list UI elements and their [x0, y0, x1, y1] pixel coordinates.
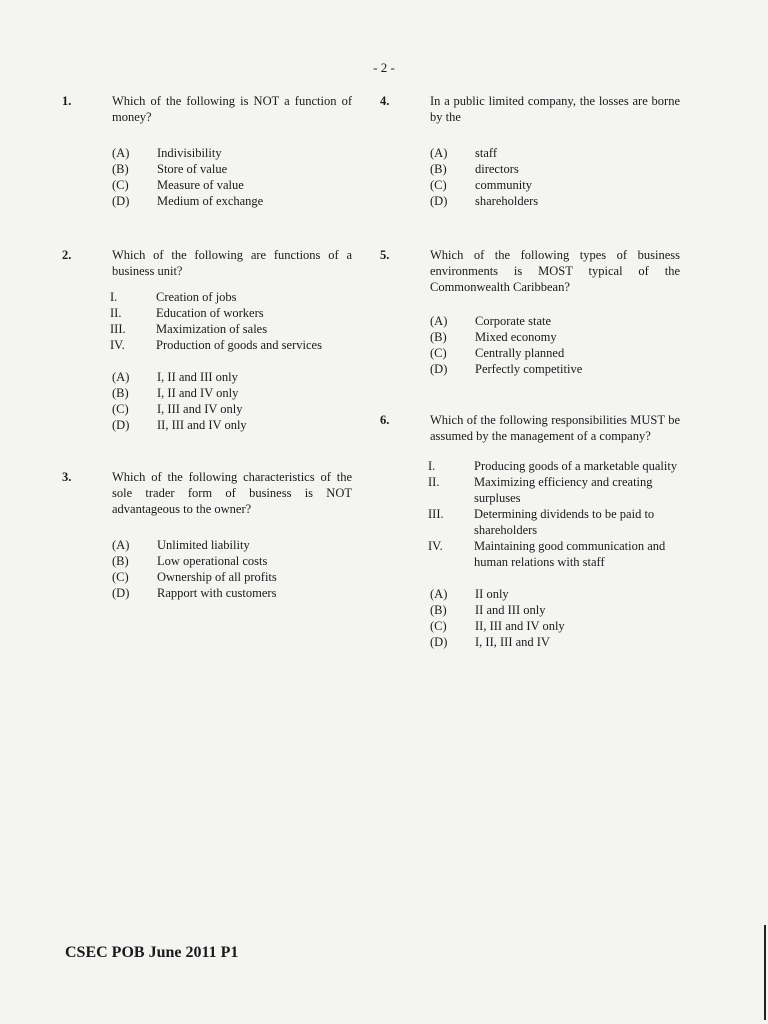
statements — [110, 289, 352, 353]
statement-numeral: II. — [110, 306, 122, 320]
statement — [428, 506, 680, 538]
page-number: - 2 - — [373, 60, 395, 75]
question-text: Which of the following are functions of a business unit? — [112, 248, 352, 278]
option-b — [112, 385, 352, 401]
option-c — [112, 569, 352, 585]
option-d — [430, 634, 680, 650]
option-text: II only — [475, 587, 509, 601]
option-text: Low operational costs — [157, 554, 268, 568]
option-text: Medium of exchange — [157, 194, 264, 208]
option-b — [430, 602, 680, 618]
options — [430, 313, 680, 377]
option-letter: (C) — [112, 178, 129, 192]
option-text: Corporate state — [475, 314, 552, 328]
option-text: II and III only — [475, 603, 546, 617]
option-letter: (D) — [112, 418, 130, 432]
option-letter: (A) — [430, 146, 448, 160]
question-2 — [62, 247, 352, 433]
option-letter: (D) — [112, 586, 130, 600]
question-text: Which of the following types of business environments is MOST typical of the Commonwealth Caribbean? — [430, 248, 680, 294]
options — [112, 369, 352, 433]
option-d — [112, 193, 352, 209]
statement — [428, 458, 680, 474]
option-d — [112, 417, 352, 433]
statement — [110, 321, 352, 337]
statement — [110, 289, 352, 305]
question-text: Which of the following is NOT a function of money? — [112, 94, 352, 124]
statement — [110, 337, 352, 353]
option-a — [430, 586, 680, 602]
option-b — [430, 329, 680, 345]
option-letter: (B) — [112, 386, 129, 400]
option-letter: (C) — [430, 178, 447, 192]
option-b — [430, 161, 680, 177]
option-text: community — [475, 178, 532, 192]
option-a — [430, 145, 680, 161]
option-text: I, II and III only — [157, 370, 238, 384]
option-d — [112, 585, 352, 601]
question-3 — [62, 469, 352, 601]
question-number: 1. — [62, 94, 72, 108]
question-number: 3. — [62, 470, 72, 484]
question-5 — [380, 247, 680, 377]
option-text: staff — [475, 146, 497, 160]
options — [430, 145, 680, 209]
option-letter: (D) — [112, 194, 130, 208]
option-letter: (C) — [112, 402, 129, 416]
option-letter: (A) — [112, 146, 130, 160]
statement-numeral: II. — [428, 475, 440, 489]
option-d — [430, 193, 680, 209]
statement-text: Producing goods of a marketable quality — [474, 459, 678, 473]
statement-text: Maximization of sales — [156, 322, 268, 336]
options — [112, 145, 352, 209]
option-text: Rapport with customers — [157, 586, 277, 600]
statement-text: Education of workers — [156, 306, 264, 320]
option-text: Unlimited liability — [157, 538, 250, 552]
option-d — [430, 361, 680, 377]
statement-numeral: III. — [110, 322, 126, 336]
question-6 — [380, 412, 680, 650]
option-text: Store of value — [157, 162, 228, 176]
option-text: Ownership of all profits — [157, 570, 277, 584]
option-a — [112, 145, 352, 161]
option-letter: (C) — [430, 346, 447, 360]
option-c — [430, 345, 680, 361]
option-a — [112, 537, 352, 553]
statement-numeral: IV. — [428, 539, 443, 553]
option-text: I, II, III and IV — [475, 635, 550, 649]
option-letter: (B) — [112, 162, 129, 176]
option-text: Measure of value — [157, 178, 244, 192]
option-letter: (A) — [430, 587, 448, 601]
option-text: Perfectly competitive — [475, 362, 583, 376]
option-text: II, III and IV only — [475, 619, 565, 633]
option-text: Centrally planned — [475, 346, 565, 360]
option-a — [112, 369, 352, 385]
scan-edge-line — [764, 925, 766, 1020]
options — [430, 586, 680, 650]
option-text: I, III and IV only — [157, 402, 243, 416]
option-letter: (B) — [430, 162, 447, 176]
question-4 — [380, 93, 680, 209]
option-c — [430, 177, 680, 193]
option-letter: (B) — [430, 603, 447, 617]
option-text: directors — [475, 162, 519, 176]
question-number: 5. — [380, 248, 390, 262]
statement — [428, 474, 680, 506]
question-1 — [62, 93, 352, 209]
statement-numeral: IV. — [110, 338, 125, 352]
option-letter: (B) — [112, 554, 129, 568]
statement — [110, 305, 352, 321]
statement-text: Creation of jobs — [156, 290, 237, 304]
option-letter: (B) — [430, 330, 447, 344]
options — [112, 537, 352, 601]
option-letter: (A) — [112, 538, 130, 552]
option-b — [112, 161, 352, 177]
statement-numeral: I. — [428, 459, 436, 473]
option-letter: (D) — [430, 362, 448, 376]
option-text: I, II and IV only — [157, 386, 239, 400]
option-letter: (D) — [430, 635, 448, 649]
option-text: Indivisibility — [157, 146, 222, 160]
option-c — [430, 618, 680, 634]
statement — [428, 538, 680, 570]
question-text: Which of the following characteristics of the sole trader form of business is NOT advantageous to the owner? — [112, 470, 352, 516]
statements — [428, 458, 680, 570]
option-text: II, III and IV only — [157, 418, 247, 432]
option-text: shareholders — [475, 194, 539, 208]
option-b — [112, 553, 352, 569]
option-letter: (D) — [430, 194, 448, 208]
option-c — [112, 401, 352, 417]
option-text: Mixed economy — [475, 330, 557, 344]
question-number: 2. — [62, 248, 72, 262]
footer-label: CSEC POB June 2011 P1 — [65, 944, 239, 961]
question-number: 6. — [380, 413, 390, 427]
question-number: 4. — [380, 94, 390, 108]
question-text: Which of the following responsibilities MUST be assumed by the management of a company? — [430, 413, 680, 443]
statement-text: Production of goods and services — [156, 338, 322, 352]
option-letter: (C) — [430, 619, 447, 633]
option-letter: (A) — [112, 370, 130, 384]
statement-text: Maximizing efficiency and creating surpluses — [474, 475, 653, 505]
statement-text: Determining dividends to be paid to shareholders — [474, 507, 655, 537]
left-column — [62, 93, 352, 601]
option-a — [430, 313, 680, 329]
option-letter: (C) — [112, 570, 129, 584]
option-letter: (A) — [430, 314, 448, 328]
right-column — [380, 93, 680, 650]
statement-numeral: I. — [110, 290, 118, 304]
option-c — [112, 177, 352, 193]
statement-text: Maintaining good communication and human relations with staff — [474, 539, 666, 569]
statement-numeral: III. — [428, 507, 444, 521]
question-text: In a public limited company, the losses are borne by the — [430, 94, 680, 124]
